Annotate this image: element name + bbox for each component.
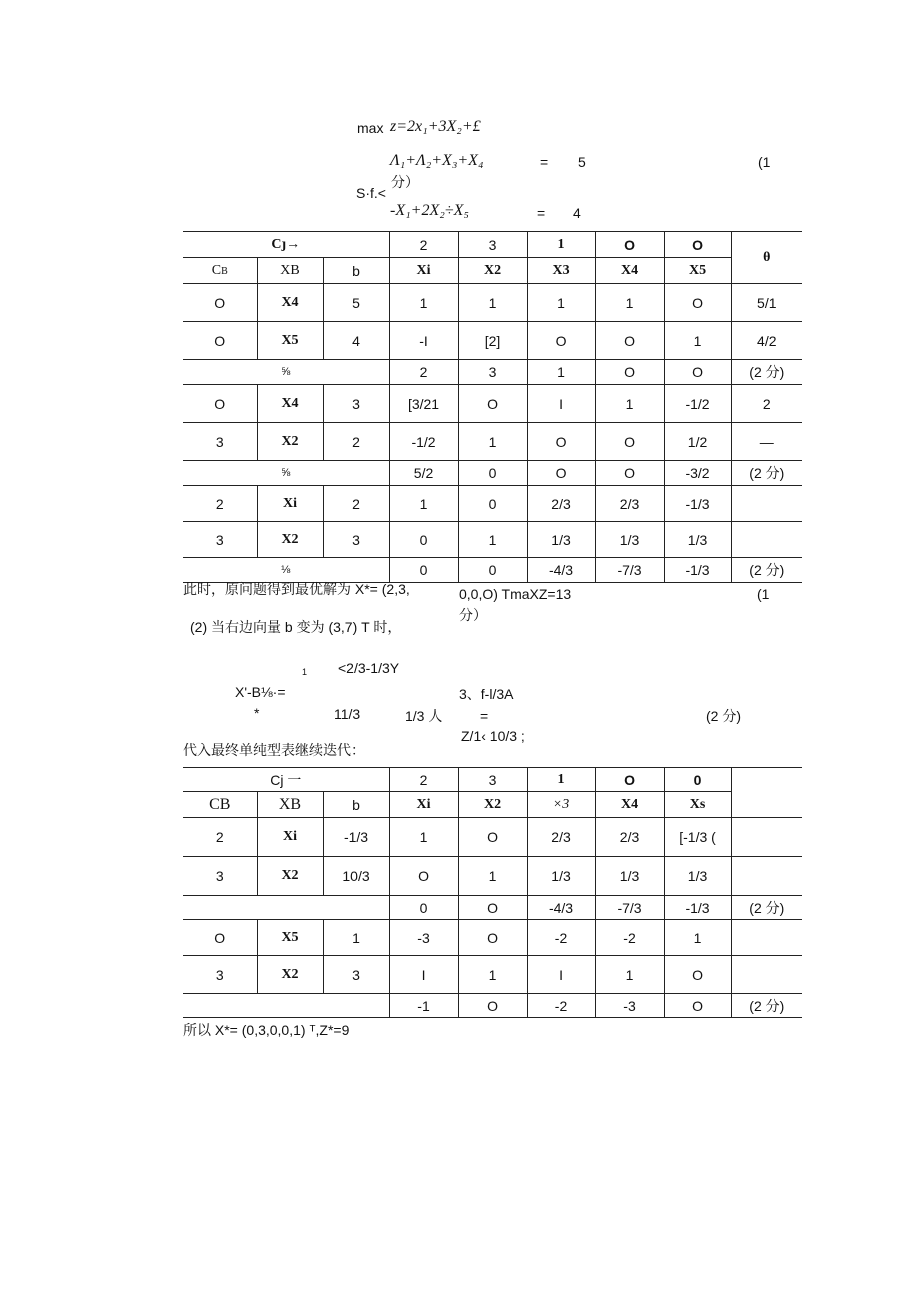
continue-iteration-text: 代入最终单纯型表继续迭代： <box>183 742 365 758</box>
superscript-1: 1 <box>302 667 308 677</box>
basis-cost: O <box>183 284 257 322</box>
cell-value: 3 <box>458 360 527 385</box>
x-prime-expr: X'-B⅛·= <box>235 684 286 700</box>
final-answer: 所以 X*= (0,3,0,0,1) ᵀ,Z*=9 <box>183 1022 350 1038</box>
table-row <box>183 423 802 461</box>
basis-cost: 2 <box>183 818 257 857</box>
cell-value: 2 <box>389 360 458 385</box>
basis-var: X4 <box>257 385 323 423</box>
cj-value: 3 <box>458 768 527 792</box>
optimal-solution-text: 此时，原问题得到最优解为 X*= (2,3, <box>183 581 410 597</box>
rhs-value: 3 <box>323 956 389 994</box>
objective-prefix: max <box>357 120 384 136</box>
cell-value: 1/3 <box>664 522 731 558</box>
cell-value: 1/3 <box>595 522 664 558</box>
extra-value <box>731 920 802 956</box>
score-1-b: 分） <box>391 174 419 190</box>
cell-value: -4/3 <box>527 896 595 920</box>
var-label: X5 <box>664 258 731 284</box>
cell-value: O <box>458 920 527 956</box>
cell-value: [-1/3 ( <box>664 818 731 857</box>
cell-value: 1 <box>389 818 458 857</box>
extra-value: (2 分) <box>731 461 802 486</box>
table-row <box>183 486 802 522</box>
cell-value: 0 <box>389 522 458 558</box>
right-expr-2: Z/1​‹ 10/3 ; <box>461 728 525 744</box>
cj-value: 1 <box>527 768 595 792</box>
st-label: S·f.< <box>356 185 386 201</box>
var-label: X2 <box>458 792 527 818</box>
cell-value: O <box>527 322 595 360</box>
cell-value: -3 <box>389 920 458 956</box>
table-row <box>183 896 802 920</box>
cell-value: I <box>527 956 595 994</box>
basis-cost: O <box>183 920 257 956</box>
cell-value: 0 <box>458 486 527 522</box>
extra-value: 2 <box>731 385 802 423</box>
cell-value: 1 <box>664 920 731 956</box>
simplex-table-2 <box>183 767 802 1018</box>
cell-value: 1 <box>595 284 664 322</box>
rhs-value: 2 <box>323 486 389 522</box>
cell-value: 1 <box>595 385 664 423</box>
extra-value <box>731 522 802 558</box>
cell-value: 1 <box>458 423 527 461</box>
table-row <box>183 818 802 857</box>
cell-value: -3/2 <box>664 461 731 486</box>
cell-value: 0 <box>389 558 458 583</box>
basis-var: X2 <box>257 857 323 896</box>
var-label: X4 <box>595 792 664 818</box>
xb-header: XB <box>257 792 323 818</box>
table-row <box>183 857 802 896</box>
cell-value: -1/3 <box>664 896 731 920</box>
cj-value: 1 <box>527 232 595 258</box>
cell-value: -1/2 <box>389 423 458 461</box>
simplex-table-1 <box>183 231 802 583</box>
cj-value: O <box>664 232 731 258</box>
rhs-value: 5 <box>323 284 389 322</box>
extra-value <box>731 486 802 522</box>
cell-value: O <box>458 385 527 423</box>
basis-cost: O <box>183 322 257 360</box>
cell-value: O <box>458 818 527 857</box>
theta-header: θ <box>731 232 802 284</box>
cj-value: 0 <box>664 768 731 792</box>
cj-header: Cȷ→ <box>183 232 389 258</box>
cell-value: 1 <box>389 284 458 322</box>
cell-value: -2 <box>595 920 664 956</box>
extra-value: 4/2 <box>731 322 802 360</box>
right-eq: = <box>480 708 489 724</box>
cell-value: -7/3 <box>595 558 664 583</box>
var-label: Xs <box>664 792 731 818</box>
cj-value: 2 <box>389 232 458 258</box>
table-row <box>183 360 802 385</box>
cell-value: 1 <box>458 857 527 896</box>
cell-value: 2/3 <box>595 818 664 857</box>
table-row <box>183 956 802 994</box>
cell-value: O <box>595 360 664 385</box>
score-2-b: 分） <box>459 607 487 623</box>
cell-value: 2/3 <box>527 486 595 522</box>
rhs-value: 2 <box>323 423 389 461</box>
right-expr-1: 3、f-l/3A <box>459 686 514 702</box>
cell-value: O <box>527 461 595 486</box>
objective-expression: z=2x₁+3X₂+£ <box>390 118 481 135</box>
cell-value: 1/3 <box>664 857 731 896</box>
cell-value: 1 <box>389 486 458 522</box>
cell-value: 1 <box>458 956 527 994</box>
table-row <box>183 284 802 322</box>
cell-value: 1/3 <box>527 522 595 558</box>
check-number-label: ⅝ <box>183 360 389 385</box>
rhs-value: 4 <box>323 322 389 360</box>
cell-value: O <box>527 423 595 461</box>
cell-value: 1/2 <box>664 423 731 461</box>
var-label: ×3 <box>527 792 595 818</box>
cell-value: 1 <box>664 322 731 360</box>
inverse-row-2-b: 1/3 人 <box>405 708 443 724</box>
basis-cost: 3 <box>183 423 257 461</box>
cell-value: O <box>458 896 527 920</box>
cj-value: O <box>595 768 664 792</box>
extra-value: — <box>731 423 802 461</box>
cj-value: 3 <box>458 232 527 258</box>
basis-cost: 3 <box>183 956 257 994</box>
extra-value <box>731 956 802 994</box>
cell-value: 0 <box>458 558 527 583</box>
inverse-row-2-a: 11/3 <box>334 706 361 722</box>
constraint-1-lhs: Λ₁+Λ₂+X₃+X₄ <box>390 152 484 169</box>
table-row <box>183 461 802 486</box>
basis-cost: 2 <box>183 486 257 522</box>
constraint-2-rhs: 4 <box>573 205 581 221</box>
cell-value: 1/3 <box>595 857 664 896</box>
star-mark: * <box>254 705 260 721</box>
var-label: Xi <box>389 258 458 284</box>
cj-value: 2 <box>389 768 458 792</box>
cell-value: O <box>458 994 527 1018</box>
b-header: b <box>323 792 389 818</box>
cell-value: -1/3 <box>664 558 731 583</box>
basis-var: X2 <box>257 956 323 994</box>
basis-var: X5 <box>257 920 323 956</box>
extra-value <box>731 818 802 857</box>
table-row <box>183 385 802 423</box>
basis-cost: 3 <box>183 522 257 558</box>
check-number-label: ⅛ <box>183 558 389 583</box>
constraint-2-eq: = <box>537 205 546 221</box>
cell-value: -1/3 <box>664 486 731 522</box>
cell-value: O <box>595 423 664 461</box>
cell-value: 1 <box>527 360 595 385</box>
cell-value: I <box>527 385 595 423</box>
var-label: X3 <box>527 258 595 284</box>
cell-value: 1 <box>595 956 664 994</box>
cell-value: O <box>664 994 731 1018</box>
check-number-label <box>183 994 389 1018</box>
part-2-text: (2) 当右边向量 b 变为 (3,7) T 时， <box>190 619 402 635</box>
cj-value: O <box>595 232 664 258</box>
table-row <box>183 522 802 558</box>
cell-value: -1 <box>389 994 458 1018</box>
extra-value: (2 分) <box>731 994 802 1018</box>
cell-value: [3/21 <box>389 385 458 423</box>
cell-value: O <box>664 956 731 994</box>
var-label: Xi <box>389 792 458 818</box>
score-3: (2 分) <box>706 708 741 724</box>
basis-var: X2 <box>257 522 323 558</box>
extra-value: (2 分) <box>731 558 802 583</box>
cell-value: 1 <box>458 522 527 558</box>
cell-value: 1 <box>527 284 595 322</box>
basis-cost: 3 <box>183 857 257 896</box>
basis-var: X2 <box>257 423 323 461</box>
cb-header: CB <box>183 258 257 284</box>
cell-value: 1 <box>458 284 527 322</box>
extra-value <box>731 857 802 896</box>
table-row <box>183 322 802 360</box>
basis-var: Xi <box>257 818 323 857</box>
cell-value: I <box>389 956 458 994</box>
cell-value: 2/3 <box>527 818 595 857</box>
b-header: b <box>323 258 389 284</box>
cj-header: Cj 一 <box>183 768 389 792</box>
cell-value: [2] <box>458 322 527 360</box>
cell-value: -3 <box>595 994 664 1018</box>
cell-value: 5/2 <box>389 461 458 486</box>
cell-value: O <box>664 360 731 385</box>
check-number-label: ⅝ <box>183 461 389 486</box>
rhs-value: 3 <box>323 385 389 423</box>
cell-value: O <box>595 322 664 360</box>
cell-value: 2/3 <box>595 486 664 522</box>
extra-value: (2 分) <box>731 896 802 920</box>
score-2-a: (1 <box>757 586 770 602</box>
optimal-value-text: 0,0,O) TmaXZ=13 <box>459 586 572 602</box>
extra-value: 5/1 <box>731 284 802 322</box>
cell-value: 0 <box>389 896 458 920</box>
cell-value: 0 <box>458 461 527 486</box>
cb-header: CB <box>183 792 257 818</box>
rhs-value: -1/3 <box>323 818 389 857</box>
basis-var: X5 <box>257 322 323 360</box>
cell-value: -2 <box>527 920 595 956</box>
basis-cost: O <box>183 385 257 423</box>
cell-value: -2 <box>527 994 595 1018</box>
constraint-1-rhs: 5 <box>578 154 586 170</box>
cell-value: O <box>595 461 664 486</box>
cell-value: -I <box>389 322 458 360</box>
constraint-1-eq: = <box>540 154 549 170</box>
inverse-row-1: <2/3-1/3Y <box>338 660 400 676</box>
cell-value: -1/2 <box>664 385 731 423</box>
rhs-value: 3 <box>323 522 389 558</box>
cell-value: O <box>389 857 458 896</box>
score-1-a: (1 <box>758 154 771 170</box>
rhs-value: 10/3 <box>323 857 389 896</box>
cell-value: O <box>664 284 731 322</box>
xb-header: XB <box>257 258 323 284</box>
cell-value: -7/3 <box>595 896 664 920</box>
basis-var: Xi <box>257 486 323 522</box>
var-label: X2 <box>458 258 527 284</box>
var-label: X4 <box>595 258 664 284</box>
constraint-2-lhs: -X₁+2X₂÷X₅ <box>390 202 469 219</box>
cell-value: 1/3 <box>527 857 595 896</box>
basis-var: X4 <box>257 284 323 322</box>
rhs-value: 1 <box>323 920 389 956</box>
check-number-label <box>183 896 389 920</box>
cell-value: -4/3 <box>527 558 595 583</box>
table-row <box>183 920 802 956</box>
table-row <box>183 994 802 1018</box>
extra-value: (2 分) <box>731 360 802 385</box>
